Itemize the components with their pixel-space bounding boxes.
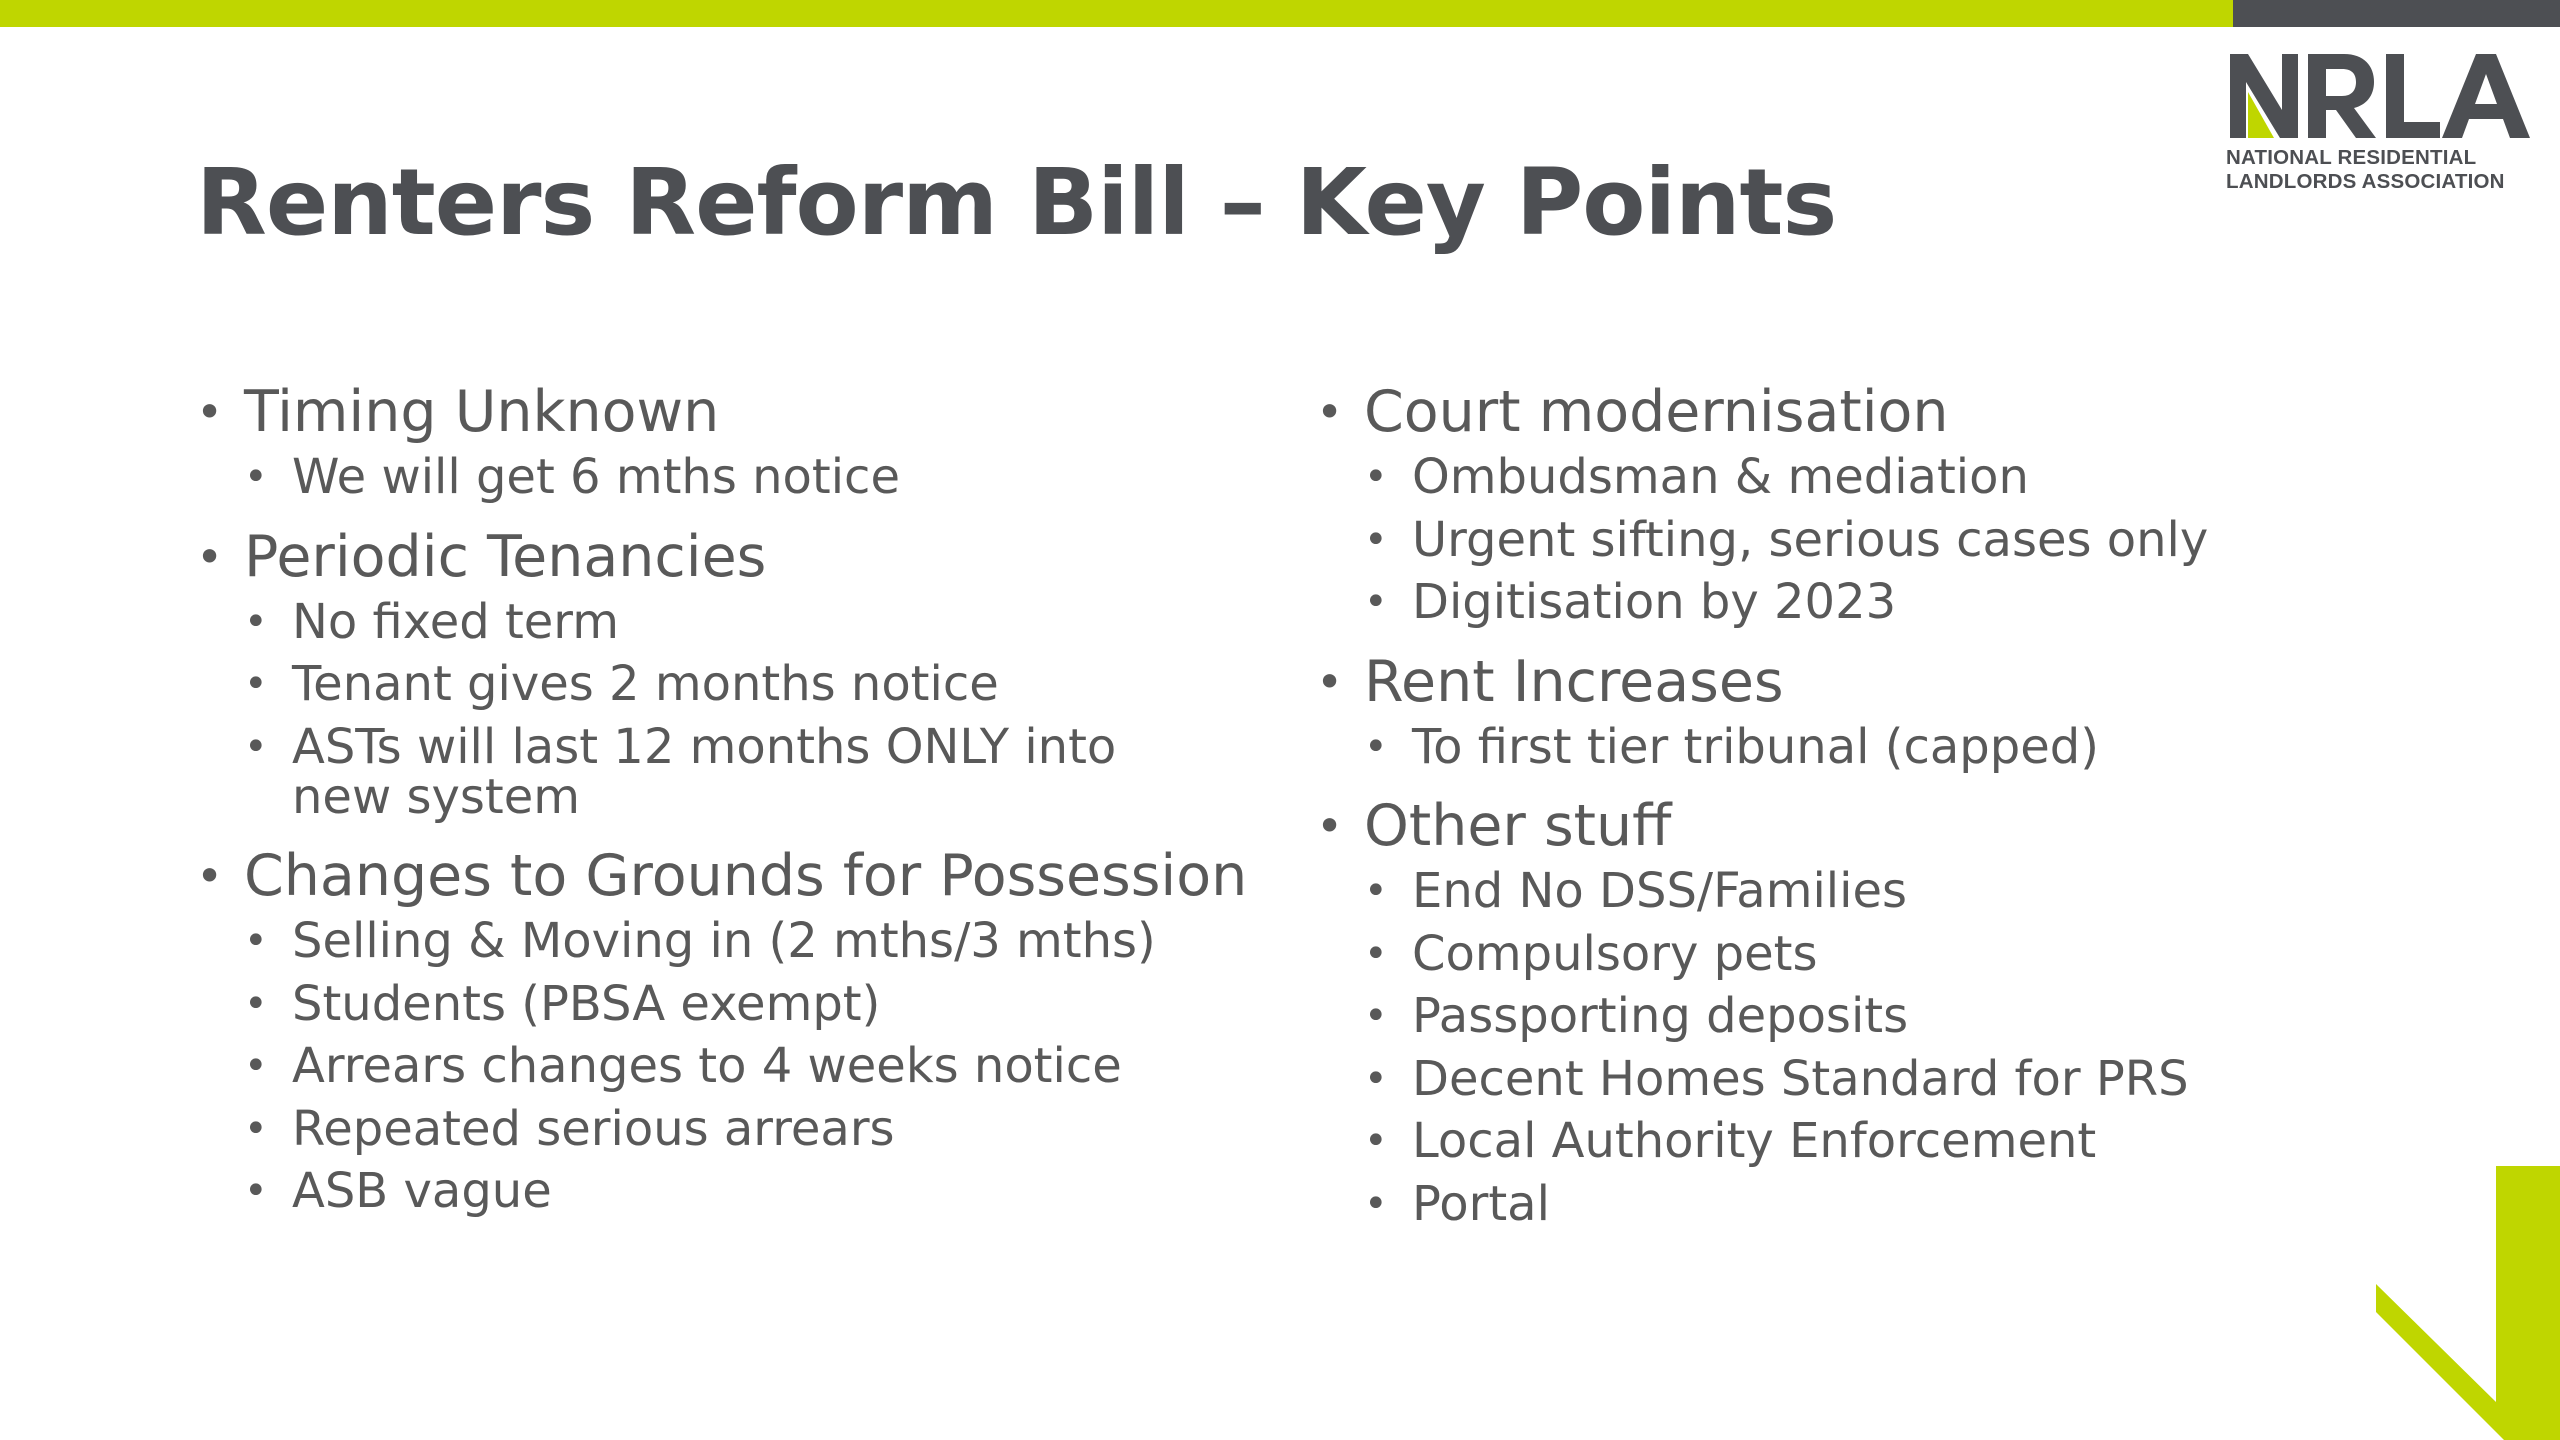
logo-line-1: NATIONAL RESIDENTIAL: [2226, 146, 2477, 169]
bullet-dot: •: [196, 849, 224, 903]
bullet-dot: •: [244, 1168, 268, 1214]
bullet-dot: •: [1364, 1118, 1388, 1164]
bullet-court: [1316, 378, 2376, 446]
bullet-dot: •: [1364, 454, 1388, 500]
logo-line-2: LANDLORDS ASSOCIATION: [2226, 170, 2505, 193]
sub-bullet-label: Arrears changes to 4 weeks notice: [292, 1038, 1122, 1094]
sub-bullet: [244, 591, 1286, 654]
bullet-dot: •: [244, 1105, 268, 1152]
bullet-dot: •: [1364, 579, 1388, 625]
sub-bullet-label: End No DSS/Families: [1412, 863, 1907, 919]
bullet-grounds: [196, 842, 1286, 910]
bullet-dot: •: [1364, 930, 1388, 977]
bullet-dot: •: [244, 1043, 268, 1089]
bullet-label: Other stuff: [1364, 793, 1672, 859]
sub-bullet-label: Ombudsman & mediation: [1412, 449, 2029, 505]
sub-bullet-label: Tenant gives 2 months notice: [292, 656, 999, 712]
sub-bullet-label: We will get 6 mths notice: [292, 449, 900, 505]
bullet-dot: •: [244, 454, 268, 500]
sub-bullet-label: Passporting deposits: [1412, 988, 1909, 1044]
sub-bullet-label: Portal: [1412, 1175, 1550, 1232]
sub-bullet-label: ASB vague: [292, 1163, 552, 1219]
bullet-dot: •: [1316, 385, 1344, 439]
sub-bullet-label: Local Authority Enforcement: [1412, 1113, 2097, 1169]
bullet-dot: •: [196, 529, 224, 584]
nrla-logo: [2226, 48, 2546, 208]
sub-bullet-label: Compulsory pets: [1412, 925, 1818, 982]
top-dark-bar: [2233, 0, 2560, 27]
bullet-dot: •: [196, 385, 224, 439]
left-column: [196, 378, 1286, 1223]
bullet-dot: •: [1316, 799, 1344, 853]
sub-bullet: [1364, 716, 2376, 779]
bullet-other: [1316, 792, 2376, 860]
bullet-dot: •: [1364, 1180, 1388, 1227]
sub-bullet: [1364, 1173, 2376, 1236]
sub-bullet: [1364, 446, 2376, 509]
bullet-dot: •: [244, 980, 268, 1027]
bullet-dot: •: [244, 598, 268, 645]
sub-bullet: [1364, 860, 2376, 923]
bullet-dot: •: [1316, 654, 1344, 709]
sub-bullet-label: Selling & Moving in (2 mths/3 mths): [292, 913, 1156, 969]
sub-bullet: [244, 653, 1286, 716]
logo-subtitle: [2226, 146, 2505, 194]
bullet-rent: [1316, 648, 2376, 716]
sub-bullet: [1364, 923, 2376, 986]
sub-bullet: [244, 716, 1286, 829]
bullet-label: Rent Increases: [1364, 648, 1784, 715]
sub-bullet: [1364, 985, 2376, 1048]
sub-bullet: [1364, 1110, 2376, 1173]
bullet-label: Changes to Grounds for Possession: [244, 843, 1248, 909]
bullet-label: Periodic Tenancies: [244, 523, 767, 590]
bullet-label: Court modernisation: [1364, 379, 1949, 445]
nrla-logo-mark: [2226, 48, 2546, 143]
sub-bullet-label: Digitisation by 2023: [1412, 574, 1897, 630]
sub-bullet-label: Repeated serious arrears: [292, 1100, 895, 1157]
sub-bullet: [244, 446, 1286, 509]
bullet-dot: •: [1364, 516, 1388, 563]
sub-bullet-label: No fixed term: [292, 593, 619, 650]
sub-bullet-label: ASTs will last 12 months ONLY into new system: [292, 718, 1117, 825]
sub-bullet: [244, 973, 1286, 1036]
bullet-dot: •: [1364, 993, 1388, 1039]
bullet-dot: •: [1364, 868, 1388, 914]
sub-bullet: [1364, 571, 2376, 634]
corner-accent-shape: [2376, 1166, 2560, 1440]
sub-bullet-label: To first tier tribunal (capped): [1412, 718, 2099, 775]
bullet-timing: [196, 378, 1286, 446]
sub-bullet-label: Students (PBSA exempt): [292, 975, 881, 1032]
bullet-periodic: [196, 523, 1286, 591]
slide-title: Renters Reform Bill – Key Points: [196, 149, 1837, 256]
right-column: [1316, 378, 2376, 1235]
sub-bullet-label: Urgent sifting, serious cases only: [1412, 511, 2209, 568]
bullet-dot: •: [1364, 723, 1388, 770]
sub-bullet: [244, 1160, 1286, 1223]
bullet-dot: •: [244, 723, 268, 770]
top-accent-bar: [0, 0, 2233, 27]
bullet-dot: •: [1364, 1055, 1388, 1102]
bullet-label: Timing Unknown: [244, 379, 720, 445]
sub-bullet: [1364, 509, 2376, 572]
sub-bullet: [244, 1035, 1286, 1098]
sub-bullet: [244, 1098, 1286, 1161]
bullet-dot: •: [244, 661, 268, 707]
bullet-dot: •: [244, 918, 268, 964]
sub-bullet: [1364, 1048, 2376, 1111]
sub-bullet-label: Decent Homes Standard for PRS: [1412, 1050, 2189, 1107]
sub-bullet: [244, 910, 1286, 973]
